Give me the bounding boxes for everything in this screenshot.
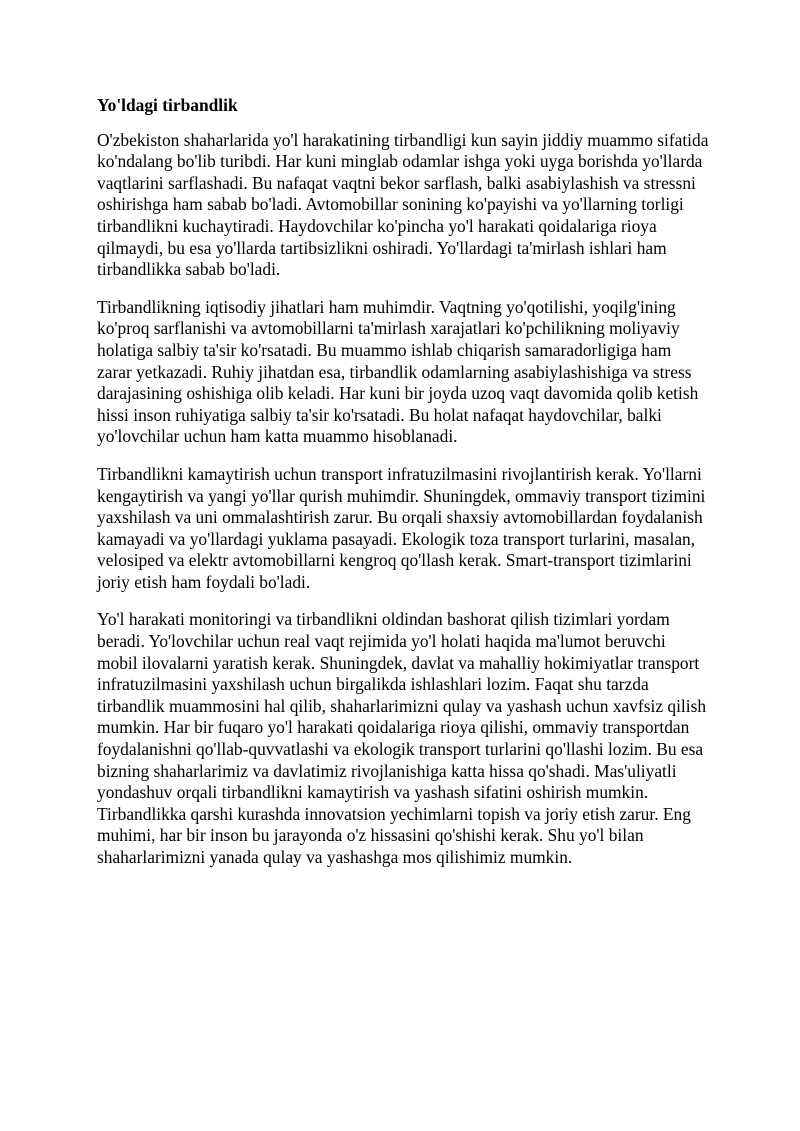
document-page	[97, 95, 709, 885]
paragraph-4: Yo'l harakati monitoringi va tirbandlikni oldindan bashorat qilish tizimlari yordam beradi. Yo'lovchilar uchun real vaqt rejimida yo'l holati haqida ma'lumot beruvchi mobil ilovalarni yaratish kerak. Shuningdek, davlat va mahalliy hokimiyatlar transport infratuzilmasini yaxshilash uchun birgalikda ishlashlari lozim. Faqat shu tarzda tirbandlik muammosini hal qilib, shaharlarimizni qulay va yashash uchun xavfsiz qilish mumkin. Har bir fuqaro yo'l harakati qoidalariga rioya qilishi, ommaviy transportdan foydalanishni qo'llab-quvvatlashi va ekologik transport turlarini qo'llashi lozim. Bu esa bizning shaharlarimiz va davlatimiz rivojlanishiga katta hissa qo'shadi. Mas'uliyatli yondashuv orqali tirbandlikni kamaytirish va yashash sifatini oshirish mumkin. Tirbandlikka qarshi kurashda innovatsion yechimlarni topish va joriy etish zarur. Eng muhimi, har bir inson bu jarayonda o'z hissasini qo'shishi kerak. Shu yo'l bilan shaharlarimizni yanada qulay va yashashga mos qilishimiz mumkin.	[97, 609, 707, 867]
paragraph-3: Tirbandlikni kamaytirish uchun transport infratuzilmasini rivojlantirish kerak. Yo'llarni kengaytirish va yangi yo'llar qurish muhimdir. Shuningdek, ommaviy transport tizimini yaxshilash va uni ommalashtirish zarur. Bu orqali shaxsiy avtomobillardan foydalanish kamayadi va yo'llardagi yuklama pasayadi. Ekologik toza transport turlarini, masalan, velosiped va elektr avtomobillarni kengroq qo'llash kerak. Smart-transport tizimlarini joriy etish ham foydali bo'ladi.	[97, 463, 706, 592]
document-title: Yo'ldagi tirbandlik	[97, 95, 238, 115]
paragraph-1: O'zbekiston shaharlarida yo'l harakatining tirbandligi kun sayin jiddiy muammo sifatida ko'ndalang bo'lib turibdi. Har kuni minglab odamlar ishga yoki uyga borishda yo'llarda vaqtlarini sarflashadi. Bu nafaqat vaqtni bekor sarflash, balki asabiylashish va stressni oshirishga ham sabab bo'ladi. Avtomobillar sonining ko'payishi va yo'llarning torligi tirbandlikni kuchaytiradi. Haydovchilar ko'pincha yo'l harakati qoidalariga rioya qilmaydi, bu esa yo'llarda tartibsizlikni oshiradi. Yo'llardagi ta'mirlash ishlari ham tirbandlikka sabab bo'ladi.	[97, 129, 709, 280]
paragraph-2: Tirbandlikning iqtisodiy jihatlari ham muhimdir. Vaqtning yo'qotilishi, yoqilg'ining ko'proq sarflanishi va avtomobillarni ta'mirlash xarajatlari ko'pchilikning moliyaviy holatiga salbiy ta'sir ko'rsatadi. Bu muammo ishlab chiqarish samaradorligiga ham zarar yetkazadi. Ruhiy jihatdan esa, tirbandlik odamlarning asabiylashishiga va stress darajasining oshishiga olib keladi. Har kuni bir joyda uzoq vaqt davomida qolib ketish hissi inson ruhiyatiga salbiy ta'sir ko'rsatadi. Bu holat nafaqat haydovchilar, balki yo'lovchilar uchun ham katta muammo hisoblanadi.	[97, 296, 699, 447]
